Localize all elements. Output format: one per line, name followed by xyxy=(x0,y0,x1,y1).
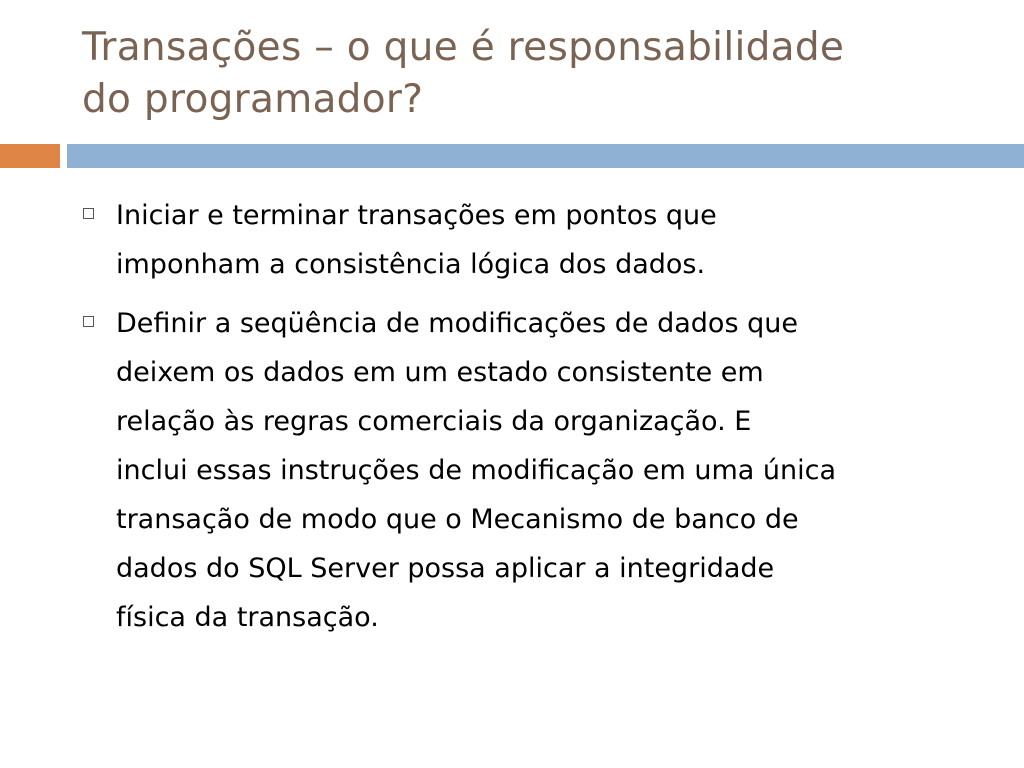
bullet-2-line-7: física da transação. xyxy=(116,602,379,633)
bullet-2-line-1: Definir a seqüência de modificações de dados que xyxy=(116,308,798,339)
bullet-1-line-2: imponham a consistência lógica dos dados. xyxy=(116,249,706,280)
accent-bar-left xyxy=(0,144,60,168)
bullet-text-1 xyxy=(116,191,982,289)
bullet-text-2 xyxy=(116,299,982,642)
accent-bar-right xyxy=(67,144,1024,168)
bullet-2-line-6: dados do SQL Server possa aplicar a integridade xyxy=(116,553,775,584)
slide-title-line-2: do programador? xyxy=(82,77,424,122)
slide-title-line-1: Transações – o que é responsabilidade xyxy=(82,25,845,70)
bullet-2-line-5: transação de modo que o Mecanismo de banco de xyxy=(116,504,799,535)
bullet-list xyxy=(82,191,982,652)
bullet-2-line-4: inclui essas instruções de modificação em uma única xyxy=(116,455,837,486)
bullet-2-line-3: relação às regras comerciais da organização. E xyxy=(116,406,752,437)
bullet-item-2 xyxy=(82,299,982,642)
bullet-1-line-1: Iniciar e terminar transações em pontos que xyxy=(116,200,717,231)
hollow-square-bullet-icon xyxy=(83,208,94,219)
bullet-2-line-2: deixem os dados em um estado consistente em xyxy=(116,357,764,388)
slide-title xyxy=(82,22,1002,126)
hollow-square-bullet-icon xyxy=(83,316,94,327)
bullet-item-1 xyxy=(82,191,982,289)
